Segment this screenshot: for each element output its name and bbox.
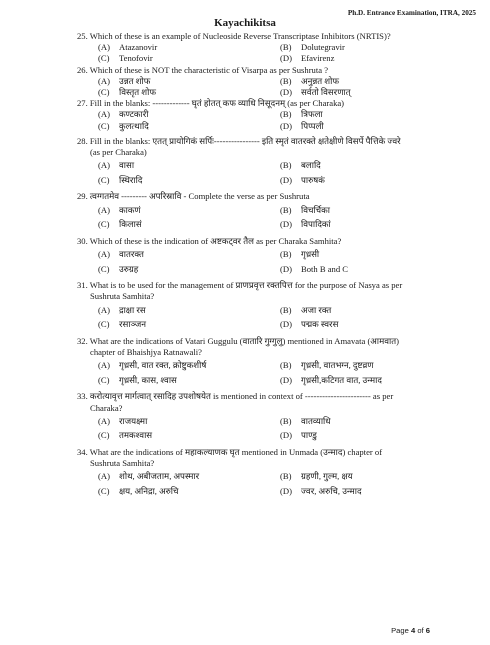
option-grid [77, 158, 467, 187]
option-text: Efavirenz [301, 53, 335, 64]
option-text: कण्टकारी [119, 109, 149, 120]
question-text: 25. Which of these is an example of Nucleoside Reverse Transcriptase Inhibitors (NRTIS)? [77, 31, 391, 41]
option-label: (D) [280, 263, 292, 274]
option-label: (C) [98, 430, 110, 441]
question-item [77, 136, 467, 188]
answer-option [98, 303, 280, 318]
option-label: (C) [98, 87, 110, 98]
option-label: (B) [280, 471, 292, 482]
option-grid [77, 303, 467, 332]
option-label: (A) [98, 75, 110, 86]
page-number: 4 [410, 626, 416, 635]
page-total: 6 [425, 626, 430, 635]
option-text: Atazanovir [119, 42, 158, 53]
option-label: (A) [98, 160, 110, 171]
answer-option [98, 484, 280, 499]
question-text: 32. What are the indications of Vatari Guggulu (वातारि गुग्गुलु) mentioned in Amavata (आमवात) [77, 335, 399, 346]
answer-option [98, 76, 280, 87]
question-text-continued: Charaka? [90, 402, 123, 413]
answer-option [280, 42, 480, 53]
answer-option [280, 53, 480, 64]
answer-option [98, 109, 280, 120]
answer-option [280, 173, 480, 188]
option-label: (B) [280, 75, 292, 86]
option-label: (A) [98, 249, 110, 260]
option-text: ज्वर, अरुचि, उन्माद [301, 485, 362, 496]
question-text: 31. What is to be used for the management of प्राणप्रवृत्त रक्तपित्त for the purpose of Nasya as per [77, 280, 403, 291]
option-text: राजयक्ष्मा [119, 415, 148, 426]
option-label: (B) [280, 42, 292, 53]
option-text: द्राक्षा रस [119, 304, 146, 315]
answer-option [98, 42, 280, 53]
question-list [77, 31, 467, 499]
option-text: Tenofovir [119, 53, 153, 64]
option-label: (C) [98, 263, 110, 274]
answer-option [280, 109, 480, 120]
option-text: ग्रहणी, गुल्म, क्षय [301, 471, 353, 482]
option-label: (B) [280, 249, 292, 260]
question-text: 33. करोत्यावृत्त मार्गत्वात् रसादिह उपशोषयेत is mentioned in context of ----------------------- as per [77, 391, 394, 402]
option-label: (D) [280, 430, 292, 441]
option-label: (C) [98, 219, 110, 230]
option-label: (B) [280, 360, 292, 371]
answer-option [280, 317, 480, 332]
answer-option [98, 262, 280, 277]
question-text: 29. त्वग्गतमेव --------- अपरिस्रावि - Complete the verse as per Sushruta [77, 191, 310, 202]
option-grid [77, 76, 467, 98]
question-text-continued: (as per Charaka) [90, 147, 147, 158]
option-text: पिप्पली [301, 120, 324, 131]
option-label: (C) [98, 319, 110, 330]
question-item [77, 447, 467, 499]
option-text: विचर्चिका [301, 204, 330, 215]
answer-option [280, 158, 480, 173]
option-text: वातव्याधि [301, 415, 331, 426]
question-text: 28. Fill in the blanks: एतत् प्रायोगिकं सर्पिः---------------- इति स्मृतं वातरक्ते क्षतेक्षीणे विसर्पे पैत्तिके ज्वरे [77, 135, 401, 146]
option-text: कुलत्थादि [119, 120, 149, 131]
option-label: (A) [98, 415, 110, 426]
option-label: (C) [98, 374, 110, 385]
option-label: (C) [98, 174, 110, 185]
option-label: (A) [98, 304, 110, 315]
option-grid [77, 469, 467, 498]
option-text: गृध्रसी, कास, श्वास [119, 374, 177, 385]
question-item [77, 191, 467, 231]
option-text: पाण्डु [301, 430, 317, 441]
answer-option [98, 203, 280, 218]
question-item [77, 336, 467, 388]
option-label: (A) [98, 360, 110, 371]
option-label: (D) [280, 374, 292, 385]
option-label: (B) [280, 415, 292, 426]
option-text: उरुग्रह [119, 263, 139, 274]
option-text: विपादिकां [301, 219, 331, 230]
option-text: तमकश्वास [119, 430, 153, 441]
option-label: (B) [280, 304, 292, 315]
footer-prefix: Page [391, 626, 411, 635]
option-label: (D) [280, 219, 292, 230]
answer-option [280, 358, 480, 373]
answer-option [280, 303, 480, 318]
option-label: (D) [280, 87, 292, 98]
option-text: अजा रक्त [301, 304, 332, 315]
answer-option [280, 484, 480, 499]
question-text: 30. Which of these is the indication of अष्टकट्वर तैल as per Charaka Samhita? [77, 235, 342, 246]
page-footer [391, 626, 430, 635]
question-item [77, 280, 467, 332]
option-label: (A) [98, 471, 110, 482]
option-text: काकणं [119, 204, 141, 215]
option-label: (D) [280, 485, 292, 496]
answer-option [98, 121, 280, 132]
option-text: शोथ, अबीजताम, अपस्मार [119, 471, 200, 482]
answer-option [280, 469, 480, 484]
answer-option [280, 121, 480, 132]
option-label: (D) [280, 53, 292, 64]
question-text-continued: Sushruta Samhita? [90, 291, 155, 302]
option-text: गृध्रसी [301, 249, 320, 260]
option-grid [77, 203, 467, 232]
option-text: त्रिफला [301, 109, 323, 120]
answer-option [98, 158, 280, 173]
option-label: (B) [280, 109, 292, 120]
option-label: (A) [98, 42, 110, 53]
option-text: पारुषकं [301, 174, 325, 185]
option-text: Both B and C [301, 263, 349, 274]
option-text: वातरक्त [119, 249, 144, 260]
option-label: (D) [280, 120, 292, 131]
option-label: (D) [280, 174, 292, 185]
option-grid [77, 414, 467, 443]
option-text: उन्नत शोफ [119, 75, 151, 86]
question-item [77, 31, 467, 65]
answer-option [98, 217, 280, 232]
option-text: क्षय, अनिद्रा, अरुचि [119, 485, 179, 496]
option-label: (A) [98, 204, 110, 215]
option-text: सर्वतो विसरणात् [301, 87, 351, 98]
answer-option [98, 373, 280, 388]
question-item [77, 391, 467, 443]
option-text: विस्तृत शोफ [119, 87, 156, 98]
question-text: 34. What are the indications of महाकल्याणक घृत mentioned in Unmada (उन्माद) chapter of [77, 446, 383, 457]
answer-option [280, 203, 480, 218]
answer-option [280, 217, 480, 232]
answer-option [98, 358, 280, 373]
option-text: स्थिरादि [119, 174, 143, 185]
answer-option [280, 373, 480, 388]
option-label: (A) [98, 109, 110, 120]
question-text-continued: chapter of Bhaishjya Ratnawali? [90, 347, 202, 357]
option-text: अनुन्नत शोफ [301, 75, 339, 86]
option-text: पद्मक स्वरस [301, 319, 339, 330]
option-grid [77, 42, 467, 64]
question-item [77, 236, 467, 276]
answer-option [98, 469, 280, 484]
option-text: गृध्रसी, वातभग्न, दुष्टव्रण [301, 360, 374, 371]
answer-option [98, 53, 280, 64]
answer-option [98, 87, 280, 98]
question-item [77, 65, 467, 99]
answer-option [280, 428, 480, 443]
option-grid [77, 247, 467, 276]
answer-option [280, 87, 480, 98]
option-label: (C) [98, 120, 110, 131]
answer-option [280, 262, 480, 277]
exam-header: Ph.D. Entrance Examination, ITRA, 2025 [347, 9, 476, 17]
option-label: (B) [280, 160, 292, 171]
option-text: बलादि [301, 160, 321, 171]
answer-option [98, 414, 280, 429]
question-item [77, 98, 467, 132]
option-grid [77, 109, 467, 131]
option-text: गृध्रसी, वात रक्त, क्रोष्टुकशीर्ष [119, 360, 207, 371]
answer-option [280, 247, 480, 262]
answer-option [98, 428, 280, 443]
option-text: Dolutegravir [301, 42, 345, 53]
subject-title: Kayachikitsa [214, 17, 276, 29]
question-text: 26. Which of these is NOT the characteristic of Visarpa as per Sushruta ? [77, 64, 329, 75]
option-label: (B) [280, 204, 292, 215]
option-text: किलासं [119, 219, 142, 230]
answer-option [98, 317, 280, 332]
answer-option [98, 173, 280, 188]
option-text: वासा [119, 160, 135, 171]
option-text: गृध्रसी,कटिगत वात, उन्माद [301, 374, 382, 385]
option-label: (D) [280, 319, 292, 330]
option-label: (C) [98, 53, 110, 64]
footer-sep: of [415, 626, 426, 635]
question-text: 27. Fill in the blanks: ------------- घृतं होतत् कफ व्याधि निसूदनम् (as per Charaka) [77, 98, 345, 109]
answer-option [98, 247, 280, 262]
option-text: रसाञ्जन [119, 319, 146, 330]
option-grid [77, 358, 467, 387]
answer-option [280, 76, 480, 87]
question-text-continued: Sushruta Samhita? [90, 458, 155, 469]
answer-option [280, 414, 480, 429]
option-label: (C) [98, 485, 110, 496]
